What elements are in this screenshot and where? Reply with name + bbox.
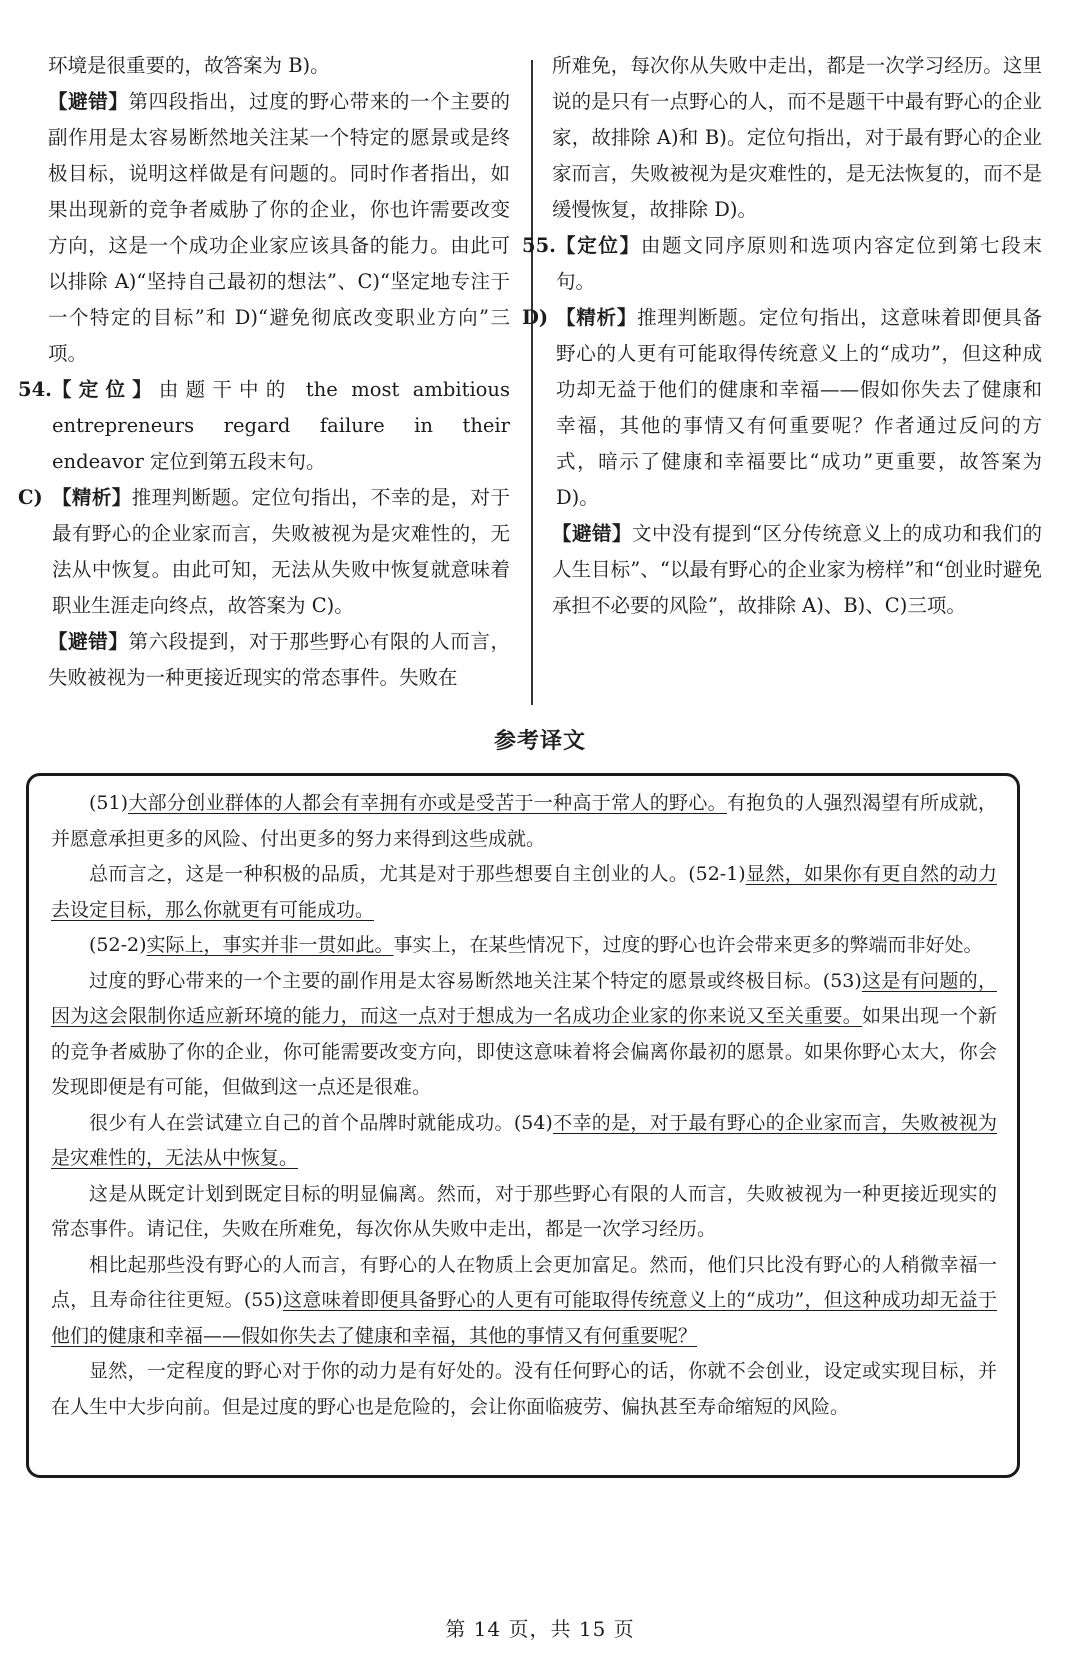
translation-paragraph-3: [51, 928, 997, 964]
analysis-text: 推理判断题。定位句指出，这意味着即便具备野心的人更有可能取得传统意义上的“成功”，但这种成功却无益于他们的健康和幸福——假如你失去了健康和幸福，其他的事情又有何重要呢？作者通过反问的方式，暗示了健康和幸福要比“成功”更重要，故答案为 D)。: [556, 306, 1042, 509]
translation-paragraph-2: [51, 857, 997, 928]
right-paragraph-1: 所难免，每次你从失败中走出，都是一次学习经历。这里说的是只有一点野心的人，而不是题干中最有野心的企业家，故排除 A)和 B)。定位句指出，对于最有野心的企业家而言，失败被视为是灾难性的，是无法恢复的，而不是缓慢恢复，故排除 D)。: [552, 54, 1042, 221]
underlined-sentence-51: 大部分创业群体的人都会有幸拥有亦或是受苦于一种高于常人的野心。: [128, 792, 727, 814]
avoid-error-text: 文中没有提到“区分传统意义上的成功和我们的人生目标”、“以最有野心的企业家为榜样”和“创业时避免承担不必要的风险”，故排除 A)、B)、C)三项。: [552, 522, 1042, 617]
underlined-sentence-55: 这意味着即便具备野心的人更有可能取得传统意义上的“成功”，但这种成功却无益于他们的健康和幸福——假如你失去了健康和幸福，其他的事情又有何重要呢？: [51, 1289, 997, 1347]
translation-paragraph-7: [51, 1248, 997, 1355]
marker-55: (55): [243, 1289, 283, 1311]
avoid-error-tag: 【避错】: [48, 630, 129, 653]
marker-53: (53): [822, 969, 862, 992]
underlined-sentence-52-2: 实际上，事实并非一贯如此。: [146, 934, 394, 956]
question-54-answer: C): [18, 486, 43, 509]
question-55-locate: [522, 228, 1042, 300]
question-54-analysis-body: [52, 480, 510, 624]
translation-paragraph-6: 这是从既定计划到既定目标的明显偏离。然而，对于那些野心有限的人而言，失败被视为一种更接近现实的常态事件。请记住，失败在所难免，每次你从失败中走出，都是一次学习经历。: [51, 1182, 997, 1240]
question-55-number: 55.: [522, 234, 556, 257]
translation-box: [26, 773, 1020, 1478]
translation-paragraph-5: [51, 1106, 997, 1177]
question-55-analysis-body: [556, 300, 1042, 516]
marker-54: (54): [513, 1111, 553, 1134]
page-number: 第 14 页，共 15 页: [445, 1617, 635, 1641]
locate-tag: 【定位】: [52, 378, 159, 401]
locate-tag: 【定位】: [556, 234, 641, 257]
analysis-tag: 【精析】: [52, 486, 132, 509]
avoid-error-tag: 【避错】: [552, 522, 633, 545]
sentence-text: 事实上，在某些情况下，过度的野心也许会带来更多的弊端而非好处。: [393, 934, 983, 956]
marker-52-2: (52-2): [89, 934, 147, 956]
question-55-answer: D): [522, 306, 549, 329]
right-column: [522, 48, 1042, 624]
locate-text: 由题干中的 the most ambitious entrepreneurs regard failure in their endeavor 定位到第五段末句。: [52, 378, 510, 473]
sentence-text: 很少有人在尝试建立自己的首个品牌时就能成功。: [89, 1111, 514, 1134]
question-55-locate-body: [556, 228, 1042, 300]
sentence-text: 相比起那些没有野心的人而言，有野心的人在物质上会更加富足。然而，他们只比没有野心的人稍微幸福一点，且寿命往往更短。: [51, 1253, 997, 1311]
question-54-avoid-error: [48, 624, 510, 696]
underlined-sentence-53: 这是有问题的，因为这会限制你适应新环境的能力，而这一点对于想成为一名成功企业家的你来说又至关重要。: [51, 969, 997, 1027]
sentence-text: 过度的野心带来的一个主要的副作用是太容易断然地关注某个特定的愿景或终极目标。: [89, 969, 823, 992]
sentence-text: 如果出现一个新的竞争者威胁了你的企业，你可能需要改变方向，即使这意味着将会偏离你最初的愿景。如果你野心太大，你会发现即便是有可能，但做到这一点还是很难。: [51, 1005, 997, 1098]
marker-52-1: (52-1): [688, 863, 746, 885]
question-55-avoid-error: [552, 516, 1042, 624]
question-54-analysis: [18, 480, 510, 624]
locate-text: 由题文同序原则和选项内容定位到第七段末句。: [556, 234, 1042, 293]
analysis-tag: 【精析】: [556, 306, 638, 329]
translation-heading: 参考译文: [493, 729, 586, 754]
question-54-locate: [18, 372, 510, 480]
analysis-text: 推理判断题。定位句指出，不幸的是，对于最有野心的企业家而言，失败被视为是灾难性的，无法从中恢复。由此可知，无法从失败中恢复就意味着职业生涯走向终点，故答案为 C)。: [52, 486, 510, 617]
question-54-number: 54.: [18, 378, 52, 401]
question-54-locate-body: [52, 372, 510, 480]
sentence-text: 总而言之，这是一种积极的品质，尤其是对于那些想要自主创业的人。: [89, 863, 689, 885]
question-55-analysis: [522, 300, 1042, 516]
underlined-sentence-52-1: 显然，如果你有更自然的动力去设定目标，那么你就更有可能成功。: [51, 863, 997, 921]
left-avoid-error-53: [48, 84, 510, 372]
sentence-text: 有抱负的人强烈渴望有所成就，并愿意承担更多的风险、付出更多的努力来得到这些成就。: [51, 792, 997, 850]
left-paragraph-1: 环境是很重要的，故答案为 B)。: [48, 54, 330, 77]
translation-paragraph-8: 显然，一定程度的野心对于你的动力是有好处的。没有任何野心的话，你就不会创业，设定或实现目标，并在人生中大步向前。但是过度的野心也是危险的，会让你面临疲劳、偏执甚至寿命缩短的风险。: [51, 1360, 997, 1418]
marker-51: (51): [89, 792, 129, 814]
left-column: [18, 48, 510, 696]
avoid-error-text: 第四段指出，过度的野心带来的一个主要的副作用是太容易断然地关注某一个特定的愿景或是终极目标，说明这样做是有问题的。同时作者指出，如果出现新的竞争者威胁了你的企业，你也许需要改变方向，这是一个成功企业家应该具备的能力。由此可以排除 A)“坚持自己最初的想法”、C)“坚定地专注于一个特定的目标”和 D)“避免彻底改变职业方向”三项。: [48, 90, 510, 365]
translation-paragraph-4: [51, 964, 997, 1106]
avoid-error-text: 第六段提到，对于那些野心有限的人而言，失败被视为一种更接近现实的常态事件。失败在: [48, 630, 510, 689]
underlined-sentence-54: 不幸的是，对于最有野心的企业家而言，失败被视为是灾难性的，无法从中恢复。: [51, 1111, 997, 1169]
avoid-error-tag: 【避错】: [48, 90, 129, 113]
translation-paragraph-1: [51, 786, 997, 857]
